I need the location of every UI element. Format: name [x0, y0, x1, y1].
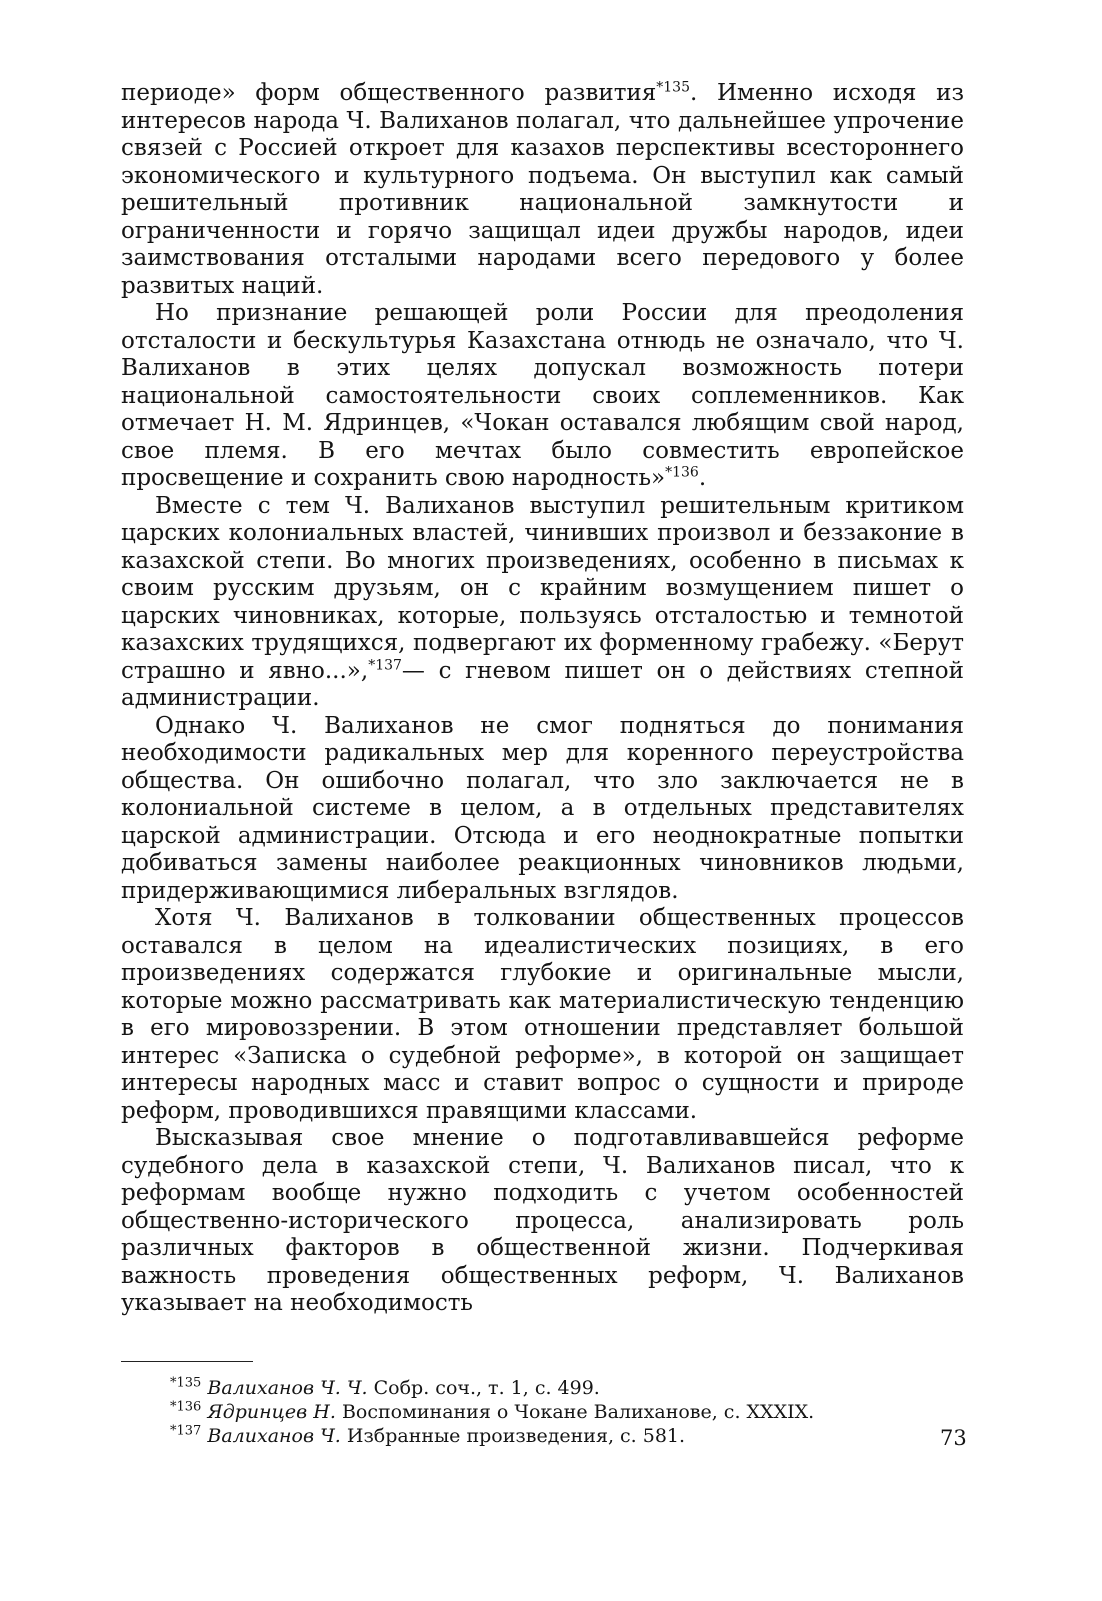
paragraph-4: Однако Ч. Валиханов не смог подняться до понимания необходимости радикальных мер для коренного переустройства общества. Он ошибочно полагал, что зло заключается не в колониальной системе в целом, а в отдельных представителях царской администрации. Отсюда и его неоднократные попытки добиваться замены наиболее реакционных чиновников людьми, придерживающимися либеральных взглядов.: [121, 712, 964, 904]
footnote-reference: *136: [665, 464, 699, 481]
paragraph-3: [121, 493, 964, 713]
paragraph-6: Высказывая свое мнение о подготавливавшейся реформе судебного дела в казахской степи, Ч. Валиханов писал, что к реформам вообще нужно подходить с учетом особенностей общественно-исторического процесса, анализировать роль различных факторов в общественной жизни. Подчеркивая важность проведения общественных реформ, Ч. Валиханов указывает на необходимость: [121, 1125, 964, 1316]
paragraph-text: Но признание решающей роли России для преодоления отсталости и бескультурья Казахстана отнюдь не означало, что Ч. Валиханов в этих целях допускал возможность потери национальной самостоятельности своих соплеменников. Как отмечает Н. М. Ядринцев, «Чокан оставался любящим свой народ, свое племя. В его мечтах было совместить европейское просвещение и сохранить свою народность»: [121, 300, 964, 491]
footnote-135: [170, 1376, 950, 1400]
paragraph-2: [121, 300, 964, 493]
footnote-text: Воспоминания о Чокане Валиханове, с. XXXIX.: [341, 1401, 815, 1423]
paragraph-text: периоде» форм общественного развития: [121, 80, 657, 106]
main-text: [121, 80, 964, 1318]
page-number: 73: [940, 1426, 967, 1450]
paragraph-text: — с гневом пишет он о действиях степной администрации.: [121, 657, 964, 711]
footnotes: [170, 1376, 950, 1448]
footnote-number: *135: [170, 1375, 202, 1391]
paragraph-text: .: [698, 465, 707, 491]
footnote-author: Валиханов Ч. Ч.: [207, 1377, 368, 1399]
footnote-number: *137: [170, 1423, 202, 1439]
footnote-number: *136: [170, 1399, 202, 1415]
footnote-136: [170, 1400, 950, 1424]
footnote-author: Валиханов Ч.: [207, 1425, 341, 1447]
footnote-text: Избранные произведения, с. 581.: [346, 1425, 686, 1447]
footnote-author: Ядринцев Н.: [207, 1401, 336, 1423]
footnote-reference: *135: [656, 79, 690, 96]
paragraph-text: . Именно исходя из интересов народа Ч. Валиханов полагал, что дальнейшее упрочение связей с Россией откроет для казахов перспективы всестороннего экономического и культурного подъема. Он выступил как самый решительный противник национальной замкнутости и ограниченности и горячо защищал идеи дружбы народов, идеи заимствования отсталыми народами всего передового у более развитых наций.: [121, 80, 964, 299]
paragraph-1: [121, 80, 964, 300]
paragraph-5: Хотя Ч. Валиханов в толковании общественных процессов оставался в целом на идеалистических позициях, в его произведениях содержатся глубокие и оригинальные мысли, которые можно рассматривать как материалистическую тенденцию в его мировоззрении. В этом отношении представляет большой интерес «Записка о судебной реформе», в которой он защищает интересы народных масс и ставит вопрос о сущности и природе реформ, проводившихся правящими классами.: [121, 905, 964, 1124]
paragraph-text: Вместе с тем Ч. Валиханов выступил решительным критиком царских колониальных властей, чинивших произвол и беззаконие в казахской степи. Во многих произведениях, особенно в письмах к своим русским друзьям, он с крайним возмущением пишет о царских чиновниках, которые, пользуясь отсталостью и темнотой казахских трудящихся, подвергают их форменному грабежу. «Берут страшно и явно...»,: [121, 492, 964, 684]
footnote-divider: [121, 1361, 253, 1362]
footnote-text: Собр. соч., т. 1, с. 499.: [373, 1377, 600, 1399]
footnote-137: [170, 1424, 950, 1448]
footnote-reference: *137: [368, 656, 402, 673]
